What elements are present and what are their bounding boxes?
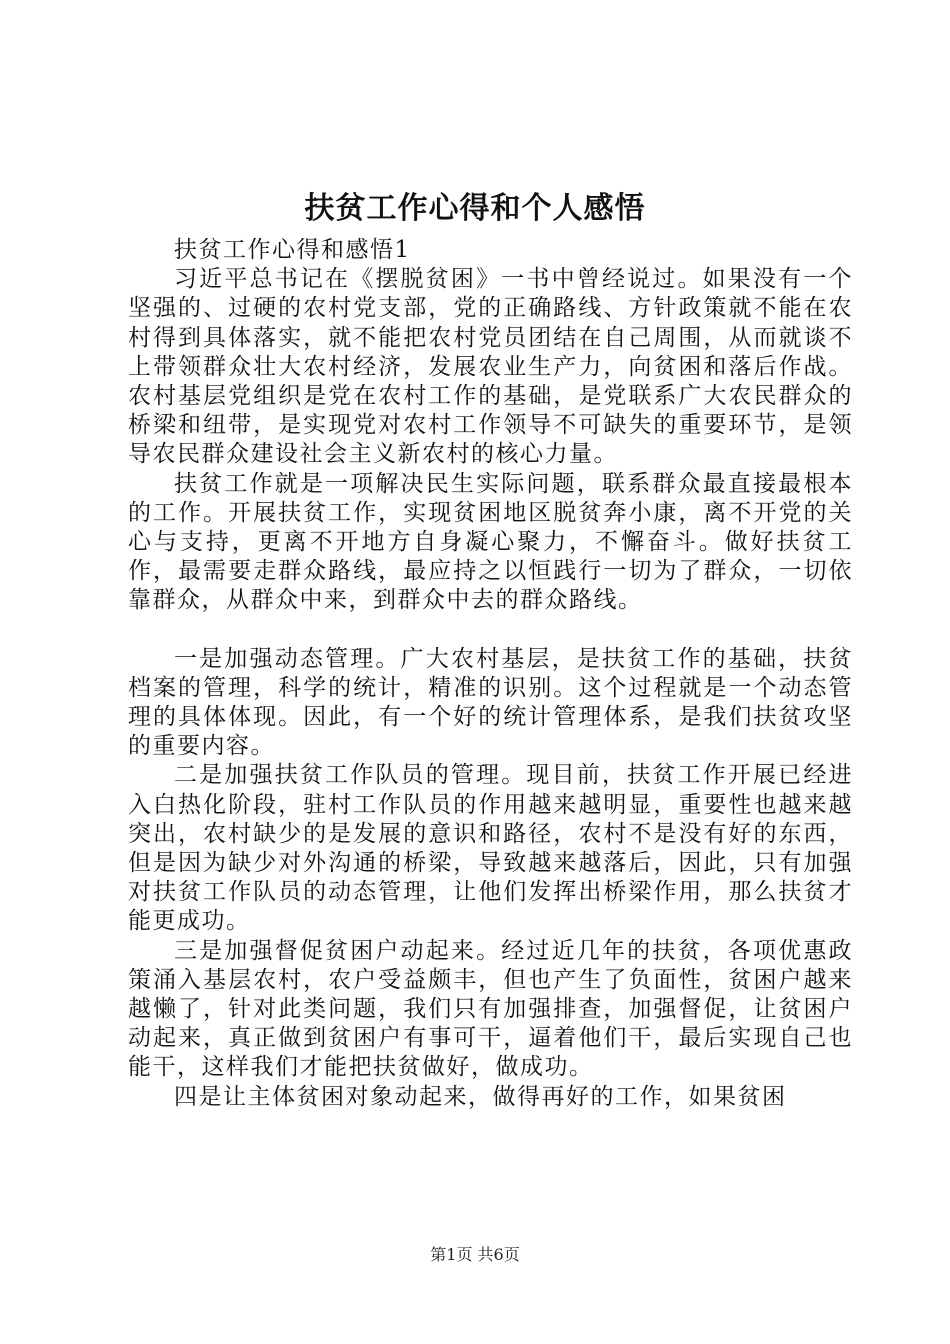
page-indicator: 第1页 共6页: [430, 1245, 520, 1264]
section-heading: 扶贫工作心得和感悟1: [174, 237, 411, 263]
paragraph-6: 四是让主体贫困对象动起来，做得再好的工作，如果贫困: [174, 1083, 787, 1110]
paragraph-3: 一是加强动态管理。广大农村基层，是扶贫工作的基础，扶贫档案的管理，科学的统计，精准的识别。这个过程就是一个动态管理的具体体现。因此，有一个好的统计管理体系，是我们扶贫攻坚的重要内容。: [128, 645, 853, 760]
document-title: 扶贫工作心得和个人感悟: [304, 191, 646, 226]
paragraph-4: 二是加强扶贫工作队员的管理。现目前，扶贫工作开展已经进入白热化阶段，驻村工作队员的作用越来越明显，重要性也越来越突出，农村缺少的是发展的意识和路径，农村不是没有好的东西，但是因为缺少对外沟通的桥梁，导致越来越落后，因此，只有加强对扶贫工作队员的动态管理，让他们发挥出桥梁作用，那么扶贫才能更成功。: [128, 762, 853, 935]
document-body: [128, 236, 853, 1112]
paragraph-2: 扶贫工作就是一项解决民生实际问题，联系群众最直接最根本的工作。开展扶贫工作，实现贫困地区脱贫奔小康，离不开党的关心与支持，更离不开地方自身凝心聚力，不懈奋斗。做好扶贫工作，最需要走群众路线，最应持之以恒践行一切为了群众，一切依靠群众，从群众中来，到群众中去的群众路线。: [128, 470, 853, 614]
paragraph-1: 习近平总书记在《摆脱贫困》一书中曾经说过。如果没有一个坚强的、过硬的农村党支部，党的正确路线、方针政策就不能在农村得到具体落实，就不能把农村党员团结在自己周围，从而就谈不上带领群众壮大农村经济，发展农业生产力，向贫困和落后作战。农村基层党组织是党在农村工作的基础，是党联系广大农民群众的桥梁和纽带，是实现党对农村工作领导不可缺失的重要环节，是领导农民群众建设社会主义新农村的核心力量。: [128, 266, 853, 468]
paragraph-5: 三是加强督促贫困户动起来。经过近几年的扶贫，各项优惠政策涌入基层农村，农户受益颇丰，但也产生了负面性，贫困户越来越懒了，针对此类问题，我们只有加强排查，加强督促，让贫困户动起来，真正做到贫困户有事可干，逼着他们干，最后实现自己也能干，这样我们才能把扶贫做好，做成功。: [128, 937, 853, 1081]
